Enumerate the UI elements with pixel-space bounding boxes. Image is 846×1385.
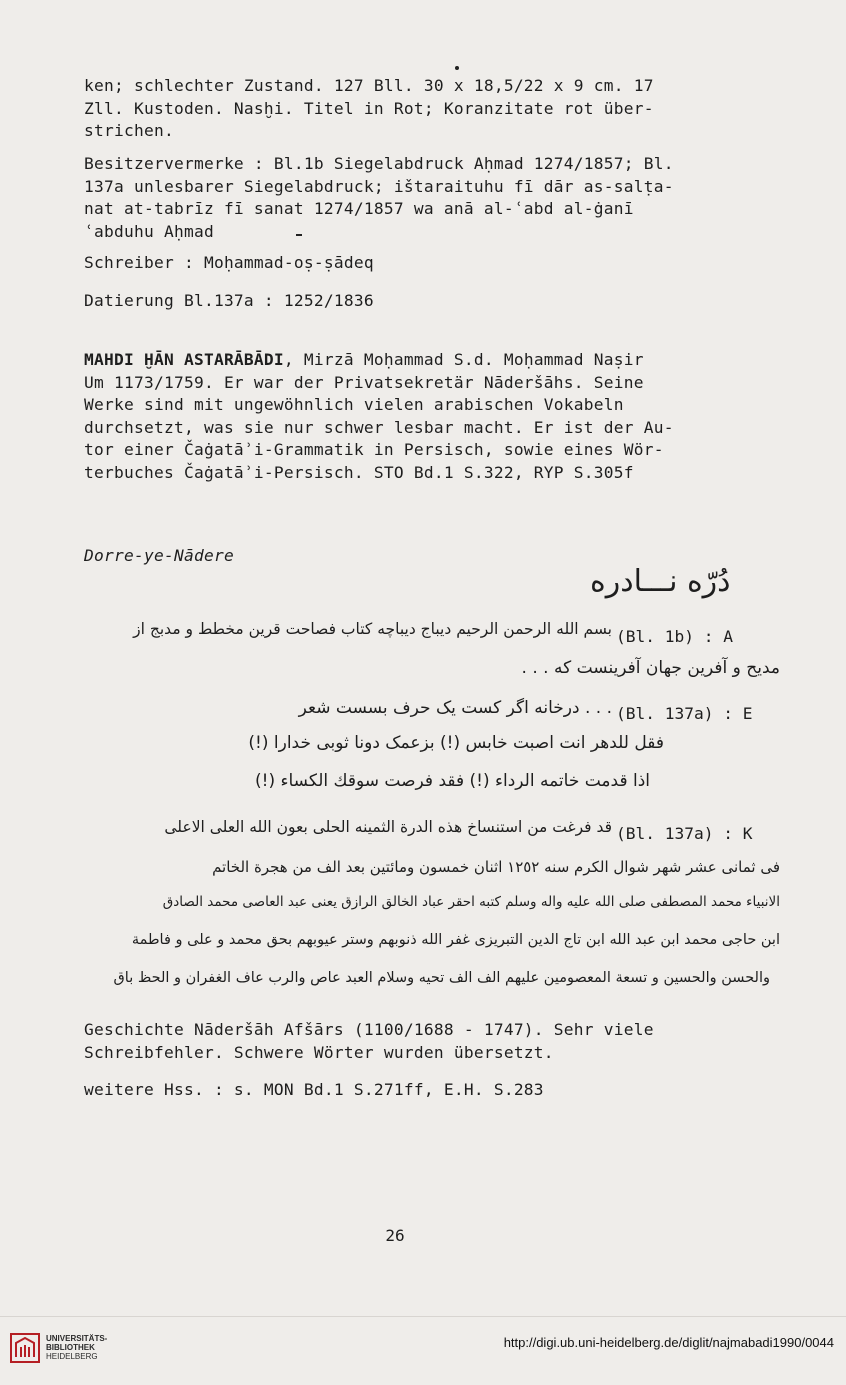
colophon-line-4: ابن حاجی محمد ابن عبد الله ابن تاج الدین التبریزی غفر الله ذنوبهم وستر عیوبهم بحق محمد و علی و فاطمة [131, 932, 780, 948]
description-block [84, 75, 784, 143]
date-text: Datierung Bl.137a : 1252/1836 [84, 291, 374, 310]
macron-mark [296, 234, 302, 236]
text-line: strichen. [84, 121, 174, 140]
author-heading [84, 349, 784, 372]
date-line [84, 290, 784, 313]
colophon-line-2: فی ثمانی عشر شهر شوال الکرم سنه ١٢٥٢ اثنان خمسون ومائتین بعد الف من هجرة الخاتم [212, 858, 780, 876]
text-line: nat at-tabrīz fī sanat 1274/1857 wa anā al-ʿabd al-ġanī [84, 199, 634, 218]
text-line: ʿabduhu Aḥmad [84, 221, 214, 241]
page-number: 26 [385, 1226, 405, 1245]
colophon-line-1: قد فرغت من استنساخ هذه الدرة الثمینه الحلی بعون الله العلی الاعلی [164, 818, 612, 836]
text-line: Um 1173/1759. Er war der Privatsekretär Nāderšāhs. Seine [84, 372, 644, 392]
logo-line: HEIDELBERG [46, 1352, 98, 1361]
text-line: terbuches Čaġatāʾi-Persisch. STO Bd.1 S.322, RYP S.305f [84, 462, 634, 482]
work-title-arabic: دُرّه نـــادره [590, 564, 731, 599]
ref-a: (Bl. 1b) : A [616, 627, 733, 646]
footer-bar [0, 1316, 846, 1385]
logo-line: UNIVERSITÄTS- [46, 1334, 108, 1343]
explicit-verse-2: اذا قدمت خاتمه الرداء (!) فقد فرصت سوقك الکساء (!) [255, 771, 650, 791]
text-line: Zll. Kustoden. Nasḫi. Titel in Rot; Koranzitate rot über- [84, 98, 654, 118]
text-line: Besitzervermerke : Bl.1b Siegelabdruck Aḥmad 1274/1857; Bl. [84, 154, 674, 173]
incipit-line-1: بسم الله الرحمن الرحيم دیباج دیباچه کتاب فصاحت قرین مخطط و مدبج از [133, 620, 612, 638]
text-line: tor einer Čaġatāʾi-Grammatik in Persisch, sowie eines Wör- [84, 440, 664, 459]
other-manuscripts [84, 1079, 784, 1102]
text-line: Schreibfehler. Schwere Wörter wurden übersetzt. [84, 1042, 554, 1062]
text-line: Werke sind mit ungewöhnlich vielen arabischen Vokabeln [84, 395, 624, 414]
text-line: durchsetzt, was sie nur schwer lesbar macht. Er ist der Au- [84, 417, 674, 437]
scribe-text: Schreiber : Moḥammad-oṣ-ṣādeq [84, 253, 374, 272]
colophon-line-5: والحسن والحسین و تسعة المعصومین علیهم الف الف تحیه وسلام العبد عاص والرب عاف الغفران و الحظ باق [113, 970, 770, 986]
owner-notes [84, 153, 784, 243]
ink-dot [455, 66, 459, 70]
colophon-line-3: الانبیاء محمد المصطفی صلی الله علیه واله وسلم کتبه احقر عباد الخالق الرازق یعنی عبد العاصی محمد الصادق [162, 894, 780, 910]
other-mss-text: weitere Hss. : s. MON Bd.1 S.271ff, E.H. S.283 [84, 1080, 544, 1099]
author-block [84, 349, 784, 484]
incipit-line-2: مدیح و آفرین جهان آفرینست که . . . [521, 658, 780, 678]
explicit-verse-1: فقل للدهر انت اصبت خابس (!) بزعمک دونا ثوبی خدارا (!) [248, 733, 664, 753]
logo-line: BIBLIOTHEK [46, 1343, 95, 1352]
scribe-line [84, 252, 784, 275]
source-url-link[interactable]: http://digi.ub.uni-heidelberg.de/diglit/najmabadi1990/0044 [503, 1335, 834, 1350]
library-logo-text [46, 1334, 107, 1361]
history-note [84, 1019, 784, 1064]
ref-e: (Bl. 137a) : E [616, 704, 753, 723]
explicit-line-1: . . . درخانه اگر کست یک حرف بسست شعر [298, 698, 612, 718]
text-line: ken; schlechter Zustand. 127 Bll. 30 x 18,5/22 x 9 cm. 17 [84, 76, 654, 95]
library-logo-icon [10, 1333, 40, 1363]
author-name-rest: , Mirzā Moḥammad S.d. Moḥammad Naṣir [283, 350, 644, 369]
author-name: MAHDI ḪĀN ASTARĀBĀDI [84, 350, 284, 369]
work-title-text: Dorre-ye-Nādere [84, 546, 234, 565]
ref-k: (Bl. 137a) : K [616, 824, 753, 843]
text-line: Geschichte Nāderšāh Afšārs (1100/1688 - 1747). Sehr viele [84, 1020, 654, 1039]
text-line: 137a unlesbarer Siegelabdruck; ištaraituhu fī dār as-salṭa- [84, 176, 674, 196]
